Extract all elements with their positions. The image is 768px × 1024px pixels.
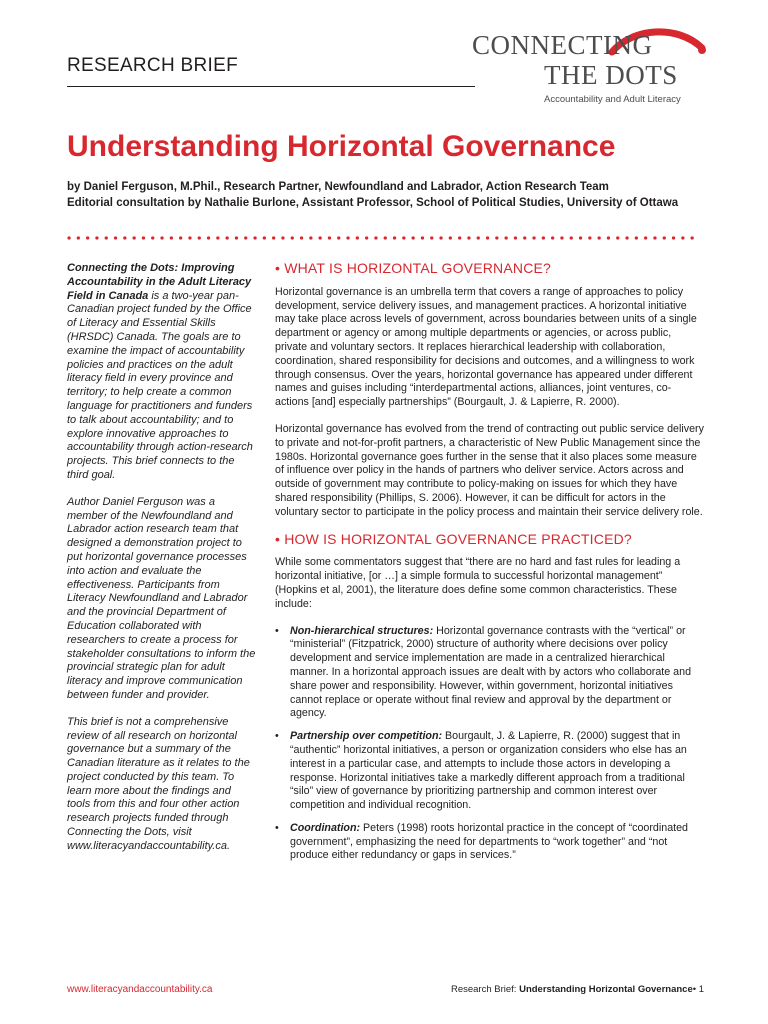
section-heading-how: • HOW IS HORIZONTAL GOVERNANCE PRACTICED? bbox=[275, 530, 632, 547]
byline bbox=[67, 180, 678, 211]
logo-wordmark-line2: THE DOTS bbox=[544, 60, 678, 90]
footer-website-link[interactable]: www.literacyandaccountability.ca bbox=[67, 984, 213, 995]
bullet-icon: • bbox=[275, 624, 279, 637]
logo-wordmark-line1: CONNECTING bbox=[472, 30, 653, 60]
connecting-the-dots-logo bbox=[462, 24, 712, 109]
sidebar-paragraph-author: Author Daniel Ferguson was a member of the Newfoundland and Labrador action research team that designed a demonstration project to put horizontal governance processes into action and evaluate the effectiveness. Participants from Literacy Newfoundland and Labrador and the provincial Department of Education collaborated with researchers to create a process for stakeholder consultations to inform the provincial strategic plan for adult literacy and improve communication between funder and provider. bbox=[67, 495, 256, 701]
sidebar-project-name: Connecting the Dots: Improving Accountability in the Adult Literacy Field in Canada bbox=[67, 262, 252, 302]
logo-tagline: Accountability and Adult Literacy bbox=[544, 94, 681, 105]
list-item bbox=[275, 625, 705, 722]
document-title: Understanding Horizontal Governance bbox=[67, 130, 616, 163]
characteristics-list bbox=[275, 625, 705, 864]
footer-page-label bbox=[451, 984, 704, 995]
paragraph-evolution: Horizontal governance has evolved from the trend of contracting out public service delivery to private and not-for-profit partners, a characteristic of New Public Management since the 1980s. Horizontal governance goes further in the sense that it also places some measure of influence over policy in the hands of partners who deliver service. Actors across and outside of government may contribute to policy-making on issues for which they have shared responsibility (Phillips, S. 2006). However, it can be difficult for actors in the voluntary sector to participate in the policy process and maintain their service delivery role. bbox=[275, 422, 704, 518]
list-item-text: Horizontal governance contrasts with the “vertical” or “ministerial” (Fitzpatrick, 2000) structure of authority where decisions over policy development and service implementation are made in a centralized hierarchical manner. In a horizontal approach issues are dealt with by actors who collaborate and share power and responsibility. However, within government, horizontal initiatives cannot replace or operate without final review and approval by the department or agency. bbox=[290, 624, 692, 720]
list-item bbox=[275, 730, 705, 813]
bullet-icon: • bbox=[275, 821, 279, 834]
list-item-term: Coordination: bbox=[290, 821, 361, 834]
sidebar-project-desc: is a two-year pan-Canadian project funded by the Office of Literacy and Essential Skills (HRSDC) Canada. The goals are to examine the impact of accountability policies and practices on the adult literacy field in every province and territory; to help create a common language for practitioners and funders to talk about accountability; and to explore innovative approaches to accountability through action-research projects. This brief connects to the third goal. bbox=[67, 289, 253, 481]
byline-editorial: Editorial consultation by Nathalie Burlone, Assistant Professor, School of Political Studies, University of Ottawa bbox=[67, 196, 679, 209]
header-divider bbox=[67, 86, 475, 87]
footer-title: Understanding Horizontal Governance bbox=[519, 984, 693, 995]
dotted-divider bbox=[67, 235, 703, 241]
header-label: RESEARCH BRIEF bbox=[67, 55, 239, 76]
bullet-icon: • bbox=[275, 730, 279, 743]
footer-page-number: • 1 bbox=[692, 984, 704, 995]
list-item-text: Peters (1998) roots horizontal practice in the concept of “coordinated government”, emphasizing the need for departments to “work together” and “not produce either redundancy or gaps in services.” bbox=[290, 821, 688, 862]
main-content bbox=[275, 262, 705, 872]
sidebar-intro bbox=[67, 262, 257, 867]
sidebar-paragraph-scope: This brief is not a comprehensive review of all research on horizontal governance but a summary of the Canadian literature as it relates to the project conducted by this team. To learn more about the findings and tools from this and four other action research projects funded through Connecting the Dots, visit www.literacyandaccountability.ca. bbox=[67, 715, 250, 852]
paragraph-practice-intro: While some commentators suggest that “there are no hard and fast rules for leading a horizontal initiative, [or …] a simple formula to successful horizontal management” (Hopkins et al, 2001), the literature does define some common characteristics. These include: bbox=[275, 556, 681, 610]
sidebar-paragraph-project bbox=[67, 262, 257, 483]
paragraph-definition: Horizontal governance is an umbrella term that covers a range of approaches to policy development, service delivery issues, and management practices. A horizontal initiative may take place across levels of government, across boundaries between units of a single department or agency or among multiple departments or agencies, or across public, private and voluntary sectors. It replaces hierarchical leadership with collaboration, coordination, shared responsibility for decisions and outcomes, and a willingness to work through consensus. Over the years, horizontal governance has appeared under different names and guises including “interdepartmental actions, alliances, joint ventures, co-actions [and] especially partnerships” (Bourgault, J. & Lapierre, R. 2000). bbox=[275, 285, 697, 409]
list-item bbox=[275, 822, 705, 863]
list-item-text: Bourgault, J. & Lapierre, R. (2000) suggest that in “authentic” horizontal initiatives, a person or organization considers who else has an interest in a particular case, and attempts to include those actors in developing a response. Horizontal initiatives take a markedly different approach from a traditional “silo” view of governance by prioritizing partnership and common interest over competition and individual recognition. bbox=[290, 730, 687, 812]
footer-prefix: Research Brief: bbox=[450, 984, 520, 995]
byline-author: by Daniel Ferguson, M.Phil., Research Partner, Newfoundland and Labrador, Action Research Team bbox=[67, 181, 609, 193]
section-heading-what: • WHAT IS HORIZONTAL GOVERNANCE? bbox=[275, 260, 552, 276]
list-item-term: Non-hierarchical structures: bbox=[290, 624, 434, 637]
list-item-term: Partnership over competition: bbox=[290, 730, 443, 743]
